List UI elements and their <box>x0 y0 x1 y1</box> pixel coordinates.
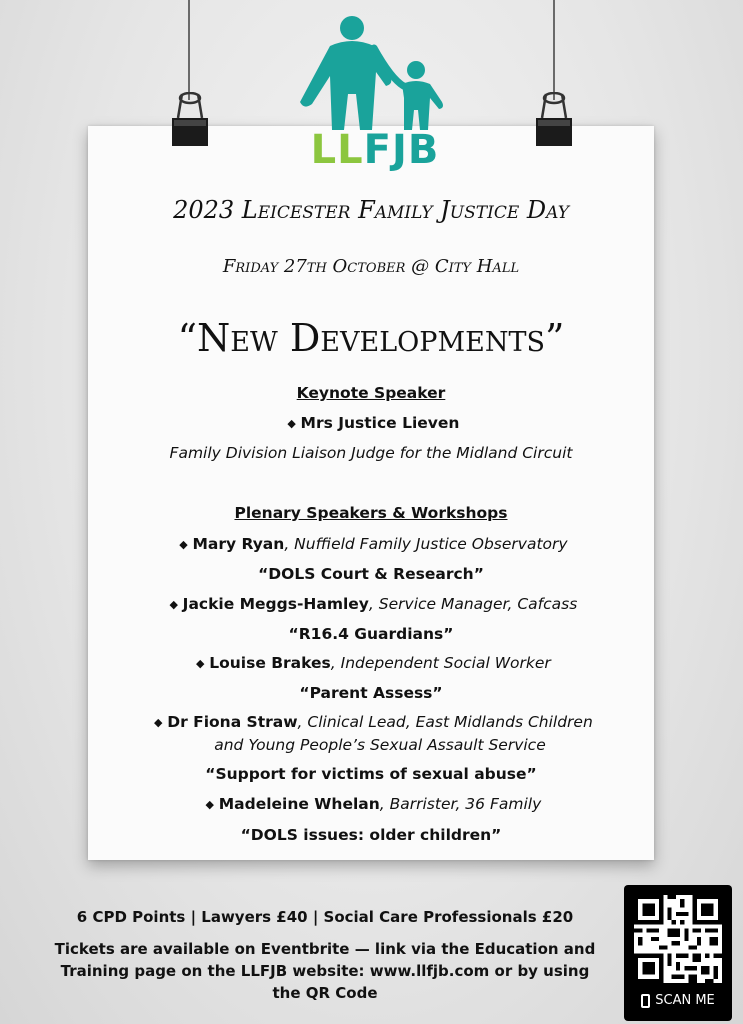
speaker-3: ◆ Louise Brakes, Independent Social Worker <box>88 654 654 672</box>
speaker-1-talk: “DOLS Court & Research” <box>258 565 484 583</box>
speaker-4-talk: “Support for victims of sexual abuse” <box>205 765 537 783</box>
logo-text: LLFJB <box>310 127 440 173</box>
tickets-line-1: Tickets are available on Eventbrite — link via the Education and <box>54 940 596 958</box>
phone-icon <box>641 994 650 1008</box>
tickets-line-2: Training page on the LLFJB website: www.llfjb.com or by using <box>60 962 590 980</box>
bullet-icon: ◆ <box>205 798 214 811</box>
plenary-heading: Plenary Speakers & Workshops <box>234 504 508 522</box>
speaker-5: ◆ Madeleine Whelan, Barrister, 36 Family <box>88 795 654 813</box>
bullet-icon: ◆ <box>195 657 205 670</box>
pricing-line: 6 CPD Points | Lawyers £40 | Social Care Professionals £20 <box>76 908 574 926</box>
bullet-icon: ◆ <box>169 598 178 611</box>
binder-clip-left-icon <box>170 92 210 148</box>
keynote-speaker: ◆ Mrs Justice Lieven <box>88 414 654 432</box>
speaker-4: ◆ Dr Fiona Straw, Clinical Lead, East Midlands Children <box>88 713 654 731</box>
tickets-line-3: the QR Code <box>272 984 378 1002</box>
bullet-icon: ◆ <box>153 716 163 729</box>
keynote-heading: Keynote Speaker <box>296 384 446 402</box>
speaker-1: ◆ Mary Ryan, Nuffield Family Justice Observatory <box>88 535 654 553</box>
family-logo-icon <box>290 14 450 134</box>
speaker-4-role-cont: and Young People’s Sexual Assault Service <box>214 736 546 754</box>
binder-clip-right-icon <box>534 92 574 148</box>
event-title: 2023 Leicester Family Justice Day <box>173 196 569 224</box>
speaker-2: ◆ Jackie Meggs-Hamley, Service Manager, Cafcass <box>88 595 654 613</box>
hanging-string-left <box>188 0 190 100</box>
hanging-string-right <box>553 0 555 100</box>
event-date: Friday 27th October @ City Hall <box>222 256 520 277</box>
speaker-3-talk: “Parent Assess” <box>299 684 443 702</box>
bullet-icon: ◆ <box>287 417 296 430</box>
bullet-icon: ◆ <box>179 538 188 551</box>
event-headline: “New Developments” <box>177 316 565 360</box>
speaker-2-talk: “R16.4 Guardians” <box>288 625 454 643</box>
keynote-role: Family Division Liaison Judge for the Midland Circuit <box>169 444 573 462</box>
qr-pattern-icon <box>634 895 722 983</box>
speaker-5-talk: “DOLS issues: older children” <box>240 826 502 844</box>
scan-me-label: SCAN ME <box>624 993 732 1008</box>
qr-code[interactable] <box>624 885 732 1021</box>
